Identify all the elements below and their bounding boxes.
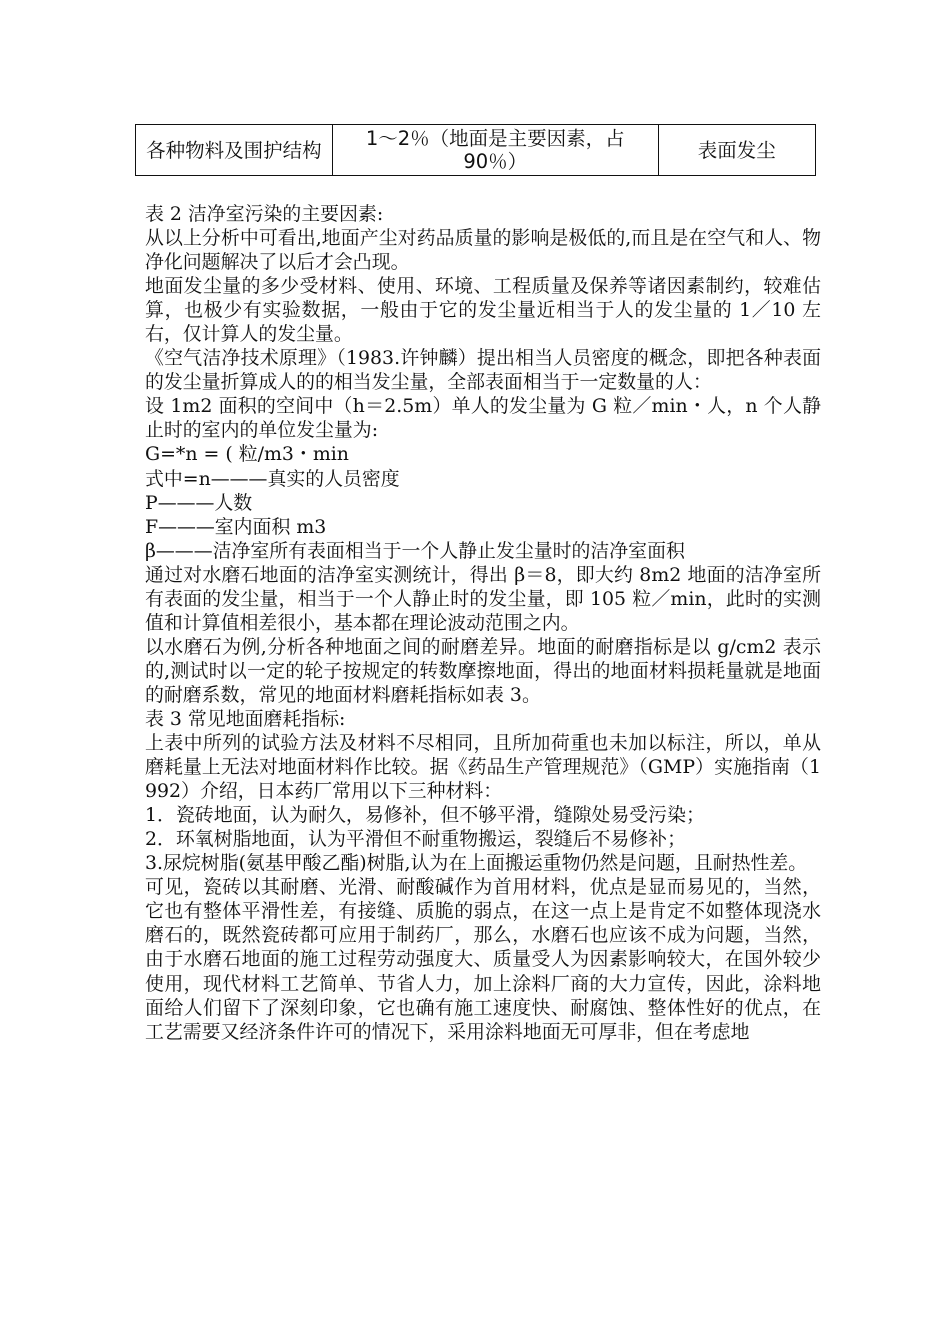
pollution-factors-table: [135, 124, 816, 176]
table-row: [136, 125, 816, 176]
formula-definition: P———人数: [145, 491, 253, 514]
formula-definition: β———洁净室所有表面相当于一个人静止发尘量时的洁净室面积: [145, 539, 685, 562]
table-cell-source: 各种物料及围护结构: [136, 125, 333, 176]
paragraph: 设 1m2 面积的空间中（h＝2.5m）单人的发尘量为 G 粒／min・人，n 个人静止时的室内的单位发尘量为:: [145, 395, 821, 442]
table-2-caption: 表 2 洁净室污染的主要因素:: [145, 203, 384, 225]
list-item: 2．环氧树脂地面，认为平滑但不耐重物搬运，裂缝后不易修补；: [145, 828, 686, 851]
paragraph: 可见，瓷砖以其耐磨、光滑、耐酸碱作为首用材料，优点是显而易见的，当然，它也有整体平滑性差，有接缝、质脆的弱点，在这一点上是肯定不如整体现浇水磨石的，既然瓷砖都可应用于制药厂，那么，水磨石也应该不成为问题，当然，由于水磨石地面的施工过程劳动强度大、质量受人为因素影响较大，在国外较少使用，现代材料工艺简单、节省人力，加上涂料厂商的大力宣传，因此，涂料地面给人们留下了深刻印象，它也确有施工速度快、耐腐蚀、整体性好的优点，在工艺需要又经济条件许可的情况下，采用涂料地面无可厚非，但在考虑地: [145, 876, 821, 1043]
table-3-caption: 表 3 常见地面磨耗指标:: [145, 707, 346, 730]
formula-definition: F———室内面积 m3: [145, 515, 327, 538]
document-page: [135, 0, 821, 1344]
list-item: 1．瓷砖地面，认为耐久，易修补，但不够平滑，缝隙处易受污染；: [145, 804, 705, 827]
paragraph: 从以上分析中可看出,地面产尘对药品质量的影响是极低的,而且是在空气和人、物净化问题解决了以后才会凸现。: [145, 227, 821, 274]
paragraph: 地面发尘量的多少受材料、使用、环境、工程质量及保养等诸因素制约，较难估算，也极少有实验数据，一般由于它的发尘量近相当于人的发尘量的 1／10 左右，仅计算人的发尘量。: [145, 275, 821, 346]
formula-line: G=*n = ( 粒/m3・min: [145, 443, 349, 466]
paragraph: 《空气洁净技术原理》（1983.许钟麟）提出相当人员密度的概念，即把各种表面的发尘量折算成人的的相当发尘量，全部表面相当于一定数量的人：: [145, 347, 821, 394]
table-cell-share: 1～2％（地面是主要因素，占 90％）: [332, 125, 658, 176]
paragraph: 以水磨石为例,分析各种地面之间的耐磨差异。地面的耐磨指标是以 g/cm2 表示的,测试时以一定的轮子按规定的转数摩擦地面，得出的地面材料损耗量就是地面的耐磨系数，常见的地面材料磨耗指标如表 3。: [145, 635, 821, 706]
table-cell-mode: 表面发尘: [658, 125, 815, 176]
paragraph: 上表中所列的试验方法及材料不尽相同，且所加荷重也未加以标注，所以，单从磨耗量上无法对地面材料作比较。据《药品生产管理规范》（GMP）实施指南（1992）介绍，日本药厂常用以下三种材料：: [145, 732, 821, 803]
formula-definition: 式中=n———真实的人员密度: [145, 467, 400, 490]
list-item: 3.尿烷树脂(氨基甲酸乙酯)树脂,认为在上面搬运重物仍然是问题，且耐热性差。: [145, 852, 808, 875]
paragraph: 通过对水磨石地面的洁净室实测统计，得出 β＝8，即大约 8m2 地面的洁净室所有表面的发尘量，相当于一个人静止时的发尘量，即 105 粒／min，此时的实测值和计算值相差很小，基本都在理论波动范围之内。: [145, 563, 821, 634]
body-text: [145, 202, 821, 1044]
